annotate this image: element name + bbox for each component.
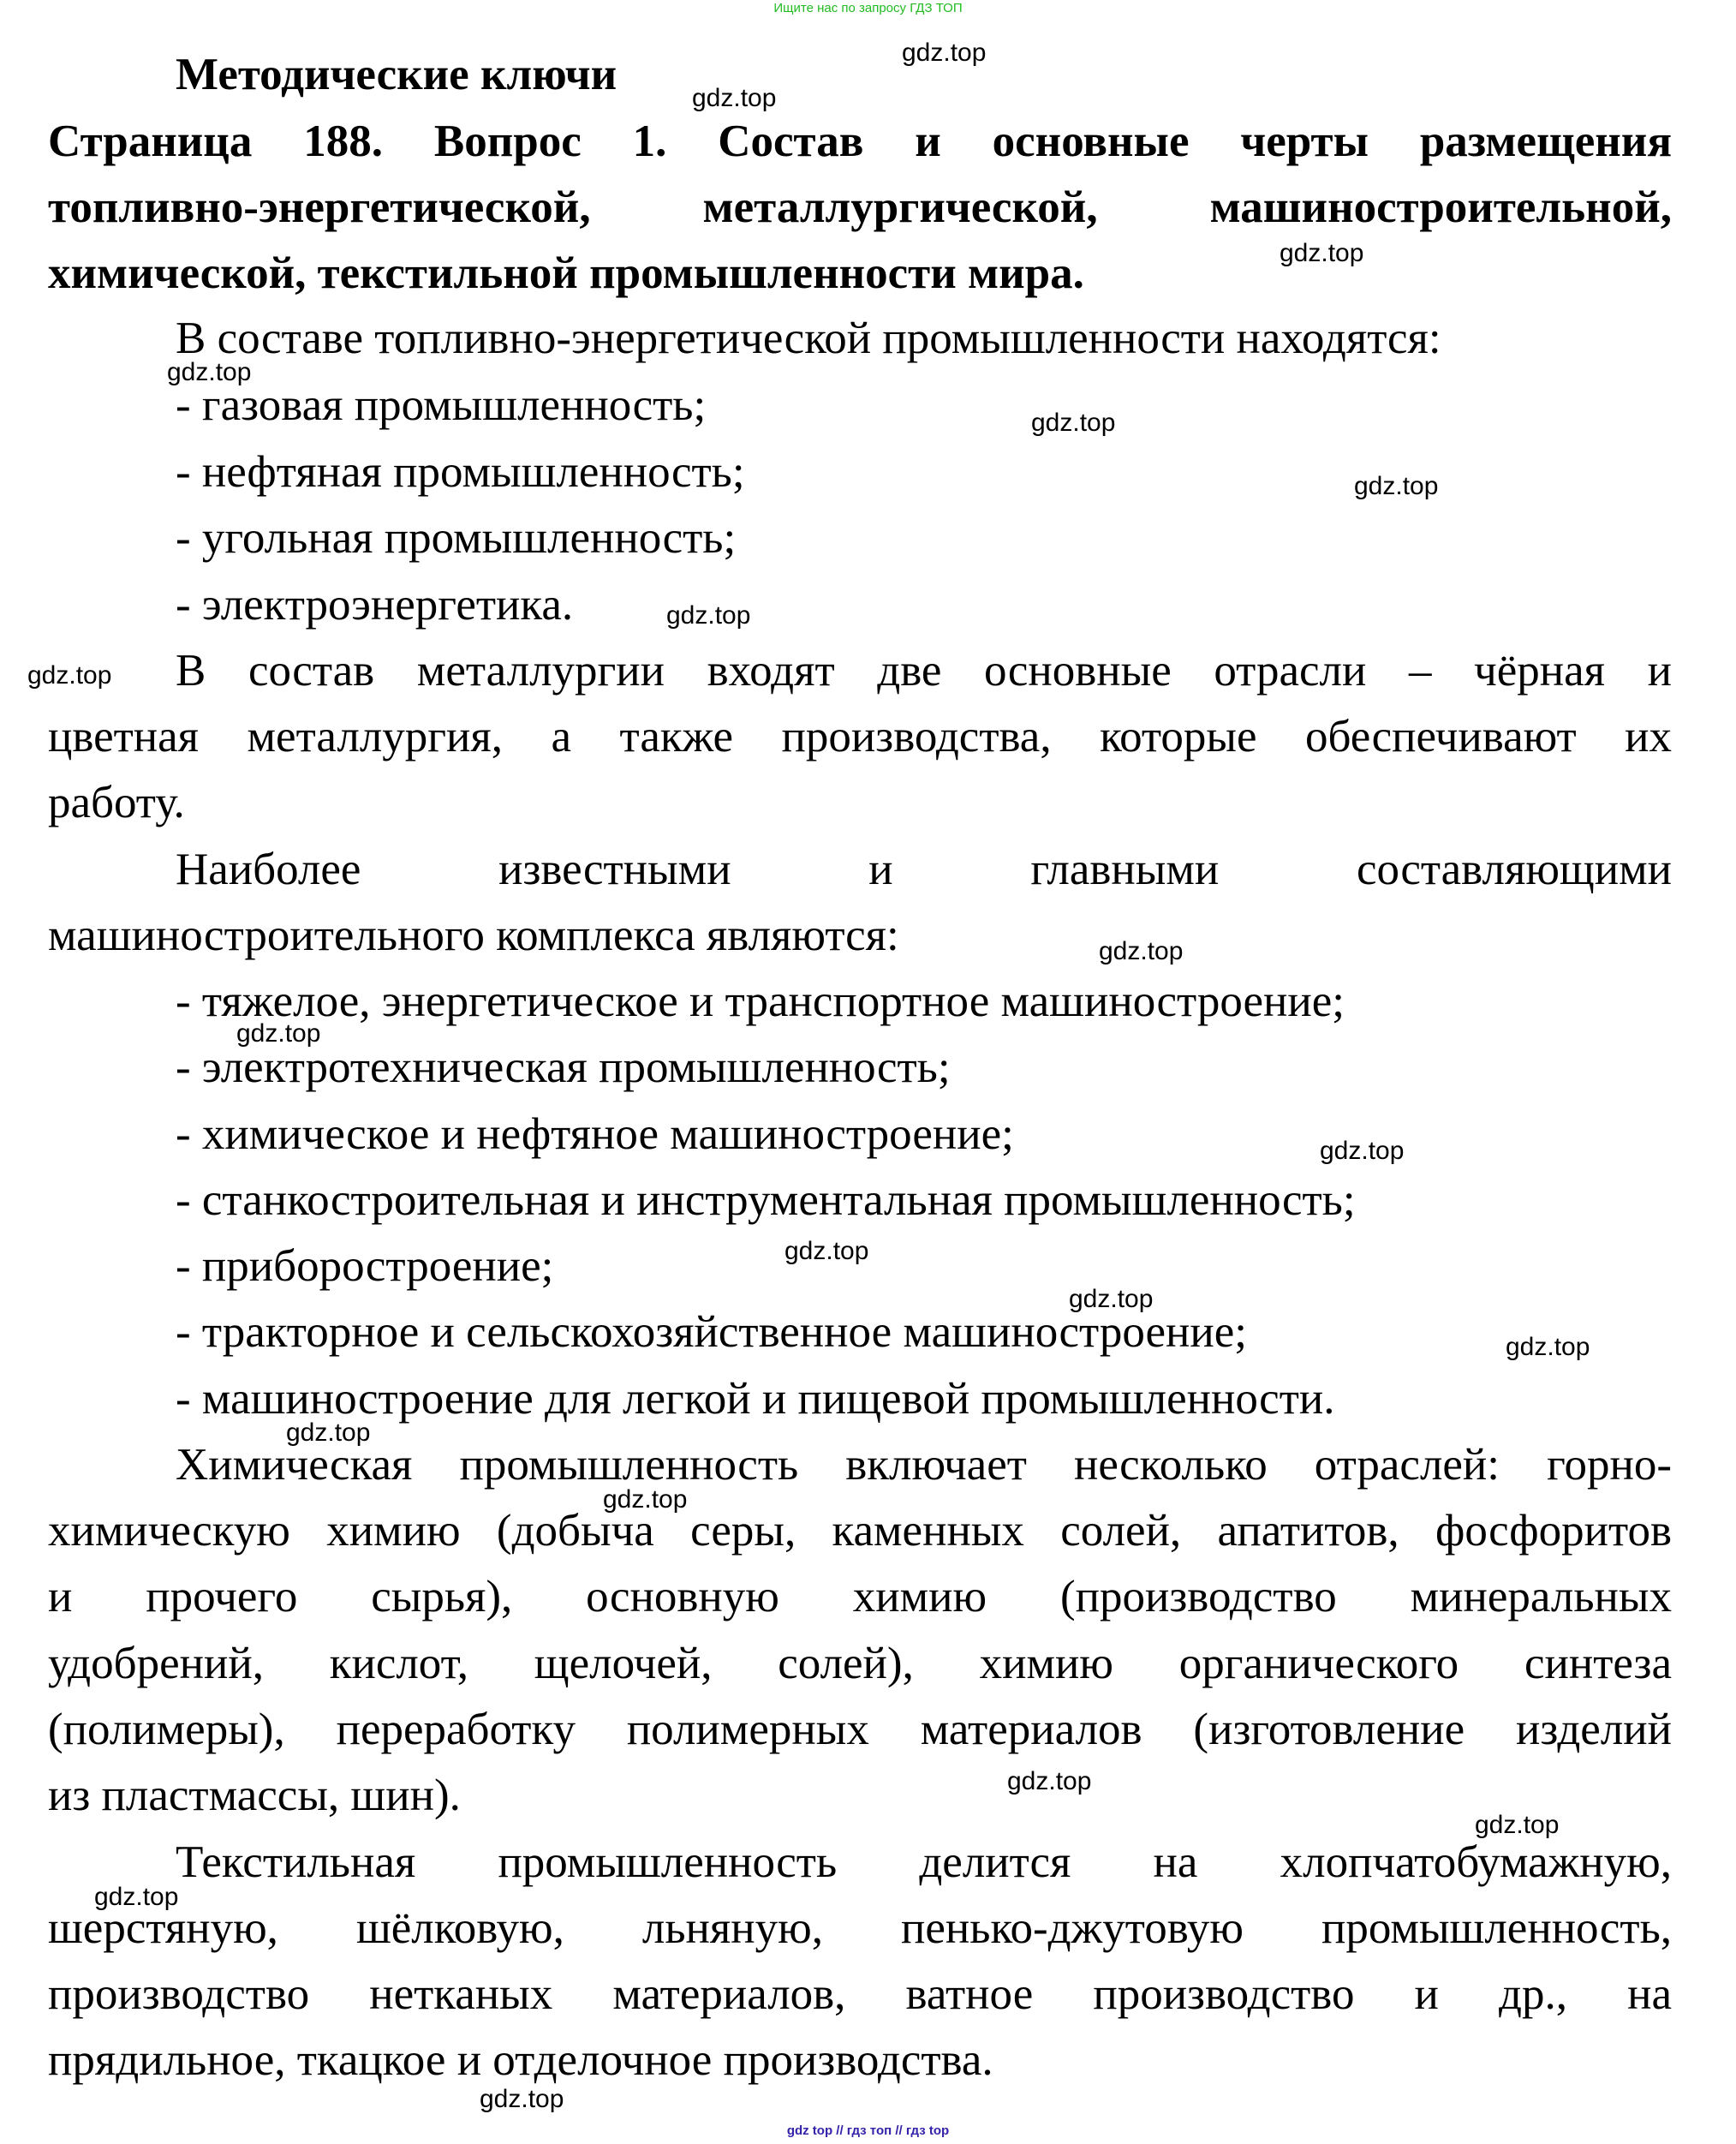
chem-line-6: из пластмассы, шин).	[48, 1771, 461, 1820]
metal-line-2: цветная металлургия, а также производства, которые обеспечивают их	[48, 712, 1672, 761]
list-item: - электротехническая промышленность;	[176, 1042, 951, 1092]
fuel-intro: В составе топливно-энергетической промышленности находятся:	[176, 314, 1441, 363]
machine-line-2: машиностроительного комплекса являются:	[48, 911, 899, 960]
list-item: - приборостроение;	[176, 1241, 554, 1291]
watermark: gdz.top	[167, 358, 252, 386]
list-item: - машиностроение для легкой и пищевой промышленности.	[176, 1374, 1335, 1424]
question-line-3: химической, текстильной промышленности мира.	[48, 248, 1084, 298]
textile-line-2: шерстяную, шёлковую, льняную, пенько-джутовую промышленность,	[48, 1903, 1672, 1953]
watermark: gdz.top	[1007, 1767, 1092, 1795]
watermark: gdz.top	[1099, 937, 1184, 965]
watermark: gdz.top	[27, 661, 112, 690]
chem-line-1: Химическая промышленность включает несколько отраслей: горно-	[176, 1440, 1672, 1490]
textile-line-1: Текстильная промышленность делится на хлопчатобумажную,	[176, 1837, 1672, 1887]
watermark: gdz.top	[902, 39, 987, 67]
watermark: gdz.top	[1031, 409, 1116, 437]
metal-line-3: работу.	[48, 778, 185, 827]
watermark: gdz.top	[603, 1485, 688, 1514]
watermark: gdz.top	[1280, 239, 1364, 267]
chem-line-2: химическую химию (добыча серы, каменных солей, апатитов, фосфоритов	[48, 1506, 1672, 1556]
question-line-1: Страница 188. Вопрос 1. Состав и основные черты размещения	[48, 116, 1672, 166]
chem-line-5: (полимеры), переработку полимерных материалов (изготовление изделий	[48, 1705, 1672, 1754]
watermark: gdz.top	[1475, 1811, 1560, 1839]
list-item: - тракторное и сельскохозяйственное машиностроение;	[176, 1307, 1247, 1357]
watermark: gdz.top	[1069, 1285, 1154, 1313]
metal-line-1: В состав металлургии входят две основные отрасли – чёрная и	[176, 646, 1672, 696]
list-item: - нефтяная промышленность;	[176, 447, 745, 497]
watermark: gdz.top	[94, 1883, 179, 1911]
watermark: gdz.top	[692, 84, 777, 112]
textile-line-4: прядильное, ткацкое и отделочное производства.	[48, 2035, 993, 2085]
chem-line-4: удобрений, кислот, щелочей, солей), химию органического синтеза	[48, 1639, 1672, 1688]
watermark: gdz.top	[666, 601, 751, 630]
list-item: - тяжелое, энергетическое и транспортное машиностроение;	[176, 976, 1345, 1026]
list-item: - станкостроительная и инструментальная промышленность;	[176, 1175, 1356, 1225]
list-item: - химическое и нефтяное машиностроение;	[176, 1109, 1014, 1159]
watermark: gdz.top	[784, 1237, 869, 1265]
watermark: gdz.top	[480, 2085, 564, 2113]
chem-line-3: и прочего сырья), основную химию (производство минеральных	[48, 1572, 1672, 1621]
list-item: - угольная промышленность;	[176, 513, 737, 563]
watermark: gdz.top	[286, 1418, 371, 1447]
textile-line-3: производство нетканых материалов, ватное производство и др., на	[48, 1969, 1672, 2019]
watermark: gdz.top	[1506, 1333, 1590, 1361]
question-line-2: топливно-энергетической, металлургической, машиностроительной,	[48, 182, 1672, 232]
page-title: Методические ключи	[176, 50, 617, 99]
top-banner: Ищите нас по запросу ГДЗ ТОП	[773, 1, 963, 15]
bottom-banner: gdz top // гдз топ // гдз top	[786, 2123, 950, 2138]
watermark: gdz.top	[1320, 1137, 1405, 1165]
list-item: - газовая промышленность;	[176, 380, 707, 430]
list-item: - электроэнергетика.	[176, 580, 574, 630]
machine-line-1: Наиболее известными и главными составляющими	[176, 845, 1672, 894]
watermark: gdz.top	[1354, 472, 1439, 500]
watermark: gdz.top	[236, 1019, 321, 1048]
